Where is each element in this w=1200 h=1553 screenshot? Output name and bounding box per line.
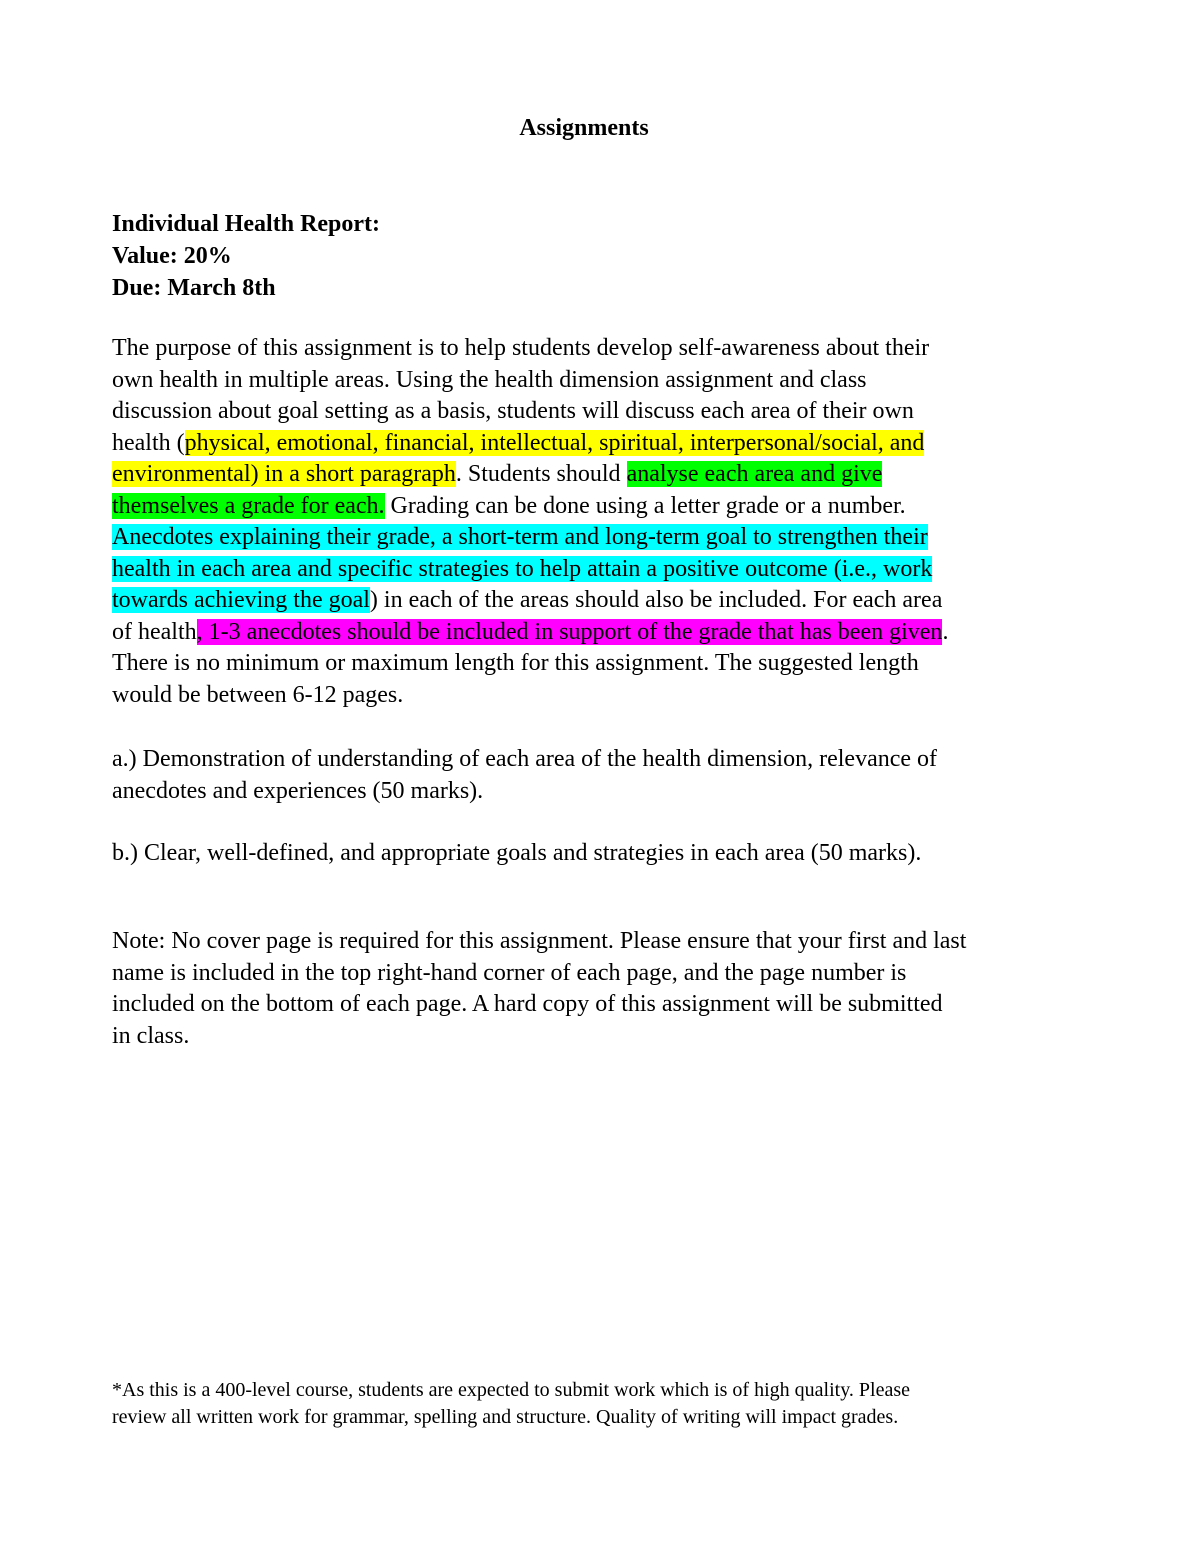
green-highlight: analyse each area and give <box>626 461 883 487</box>
purpose-line-5 <box>112 459 1102 491</box>
criteria-b <box>112 838 1102 870</box>
assignment-value: Value: 20% <box>112 243 232 269</box>
assignment-heading <box>112 208 380 304</box>
purpose-line-7 <box>112 522 1102 554</box>
purpose-line-10 <box>112 617 1102 649</box>
cyan-highlight: Anecdotes explaining their grade, a short-term and long-term goal to strengthen their <box>112 524 928 550</box>
purpose-text: Grading can be done using a letter grade or a number. <box>384 492 906 519</box>
criteria-a <box>112 744 1102 807</box>
note-line-3: included on the bottom of each page. A hard copy of this assignment will be submitted <box>112 991 943 1017</box>
note-paragraph <box>112 926 1102 1052</box>
yellow-highlight: environmental) in a short paragraph <box>112 461 456 487</box>
purpose-line-11: There is no minimum or maximum length for this assignment. The suggested length <box>112 650 919 676</box>
cyan-highlight: towards achieving the goal <box>112 587 370 613</box>
assignment-name: Individual Health Report: <box>112 211 381 237</box>
footnote-line-1: *As this is a 400-level course, students are expected to submit work which is of high quality. Please <box>112 1379 910 1401</box>
note-line-1: Note: No cover page is required for this assignment. Please ensure that your first and last <box>112 928 967 954</box>
purpose-line-9 <box>112 585 1102 617</box>
purpose-line-8 <box>112 554 1102 586</box>
note-line-2: name is included in the top right-hand corner of each page, and the page number is <box>112 959 907 986</box>
purpose-text: health ( <box>112 429 185 456</box>
magenta-highlight: , 1-3 anecdotes should be included in support of the grade that has been given <box>196 618 943 645</box>
purpose-line-3: discussion about goal setting as a basis, students will discuss each area of their own <box>112 398 914 424</box>
footnote <box>112 1377 1102 1431</box>
purpose-line-1: The purpose of this assignment is to help students develop self-awareness about their <box>112 335 930 361</box>
purpose-line-4 <box>112 428 1102 460</box>
purpose-text: ) in each of the areas should also be included. For each area <box>369 587 943 613</box>
document-title: Assignments <box>519 115 649 141</box>
purpose-line-2: own health in multiple areas. Using the health dimension assignment and class <box>112 366 867 393</box>
cyan-highlight: health in each area and specific strategies to help attain a positive outcome (i.e., work <box>112 555 933 582</box>
purpose-line-6 <box>112 491 1102 523</box>
purpose-line-12: would be between 6-12 pages. <box>112 681 404 708</box>
green-highlight: themselves a grade for each. <box>112 492 385 519</box>
purpose-text: . <box>942 618 949 645</box>
purpose-paragraph <box>112 333 1102 711</box>
criteria-a-line-1: a.) Demonstration of understanding of each area of the health dimension, relevance of <box>112 746 938 772</box>
footnote-line-2: review all written work for grammar, spelling and structure. Quality of writing will impact grades. <box>112 1406 899 1428</box>
purpose-text: . Students should <box>455 461 627 487</box>
note-line-4: in class. <box>112 1022 190 1049</box>
criteria-a-line-2: anecdotes and experiences (50 marks). <box>112 777 484 804</box>
assignment-due-date: Due: March 8th <box>112 275 276 301</box>
purpose-text: of health <box>112 618 197 645</box>
criteria-b-line-1: b.) Clear, well-defined, and appropriate goals and strategies in each area (50 marks). <box>112 840 922 866</box>
yellow-highlight: physical, emotional, financial, intellectual, spiritual, interpersonal/social, and <box>184 429 925 456</box>
